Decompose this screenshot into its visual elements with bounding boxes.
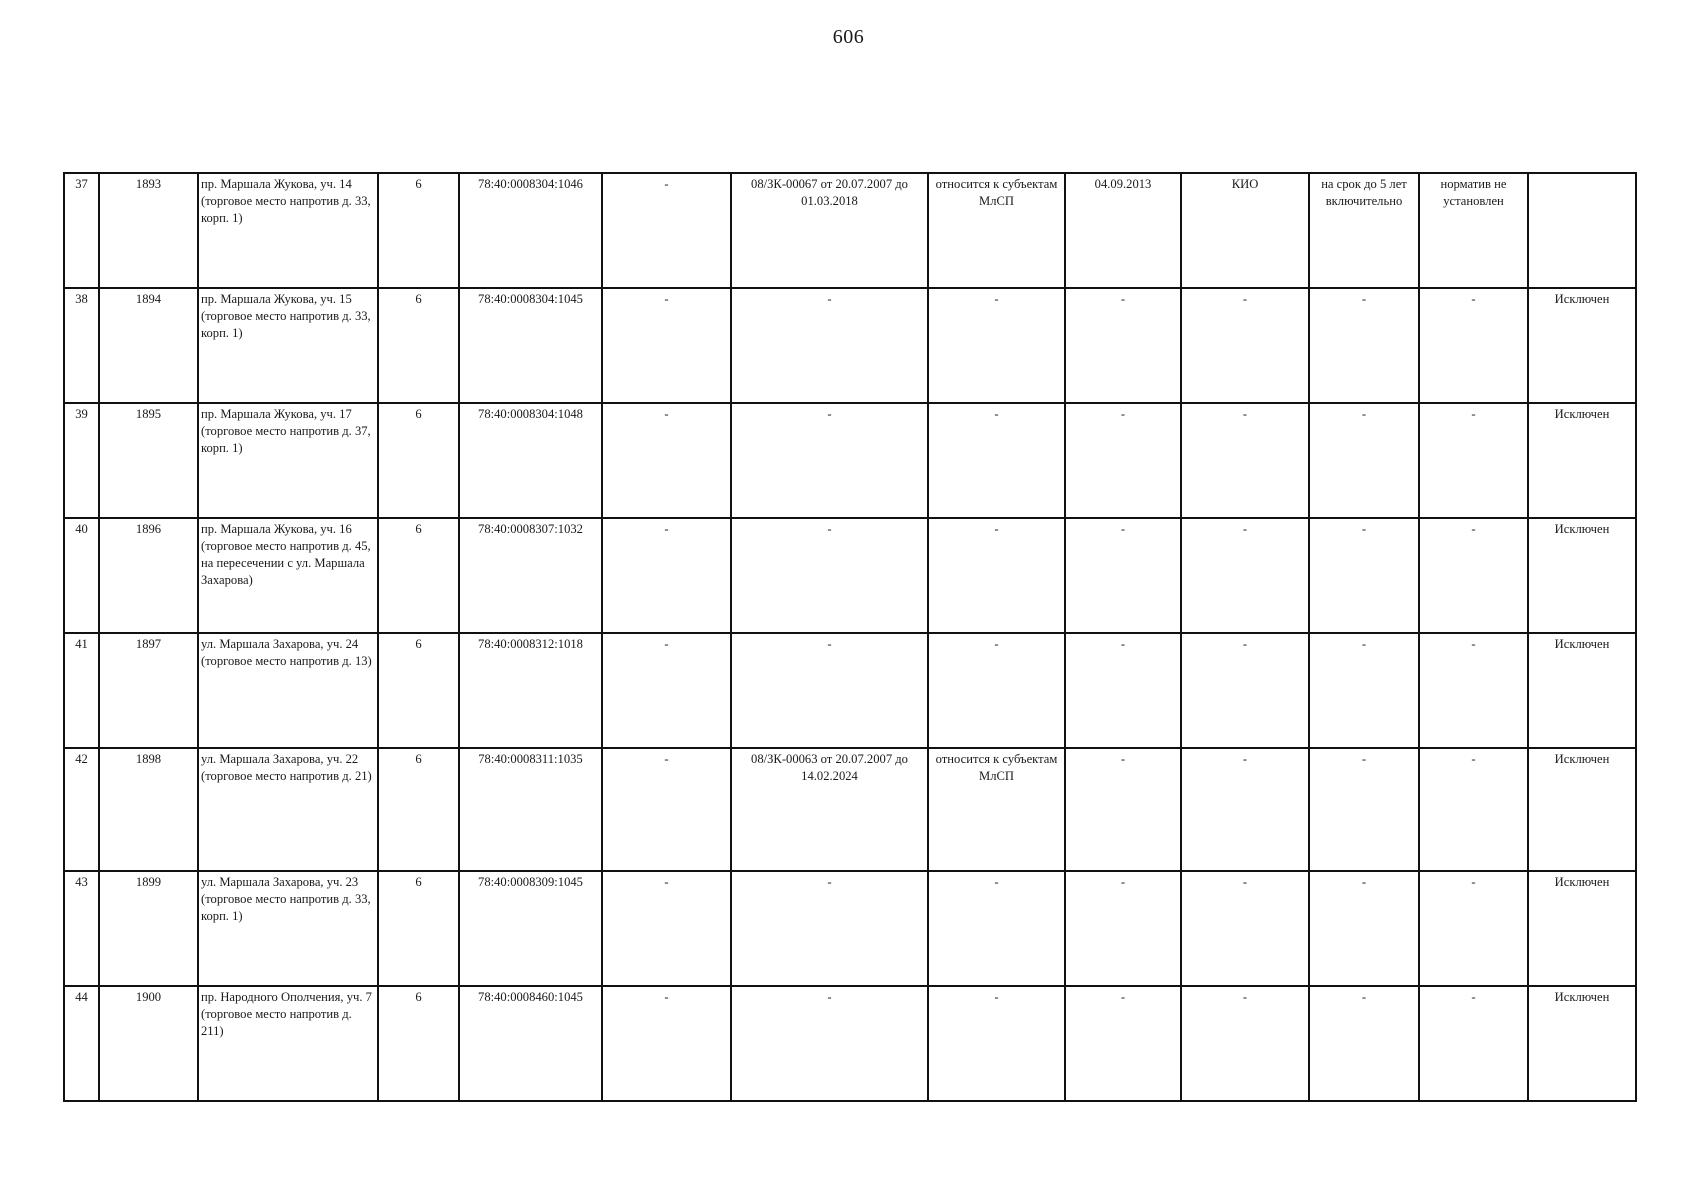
norm-cell: -: [1419, 518, 1528, 633]
object-id-cell: 1896: [99, 518, 198, 633]
count-cell: 6: [378, 871, 459, 986]
cadastral-number-cell: 78:40:0008312:1018: [459, 633, 602, 748]
row-number-cell: 41: [64, 633, 99, 748]
column-6-cell: -: [602, 748, 731, 871]
object-id-cell: 1893: [99, 173, 198, 288]
date-cell: -: [1065, 403, 1181, 518]
count-cell: 6: [378, 518, 459, 633]
page-number: 606: [832, 26, 865, 48]
table-row: [64, 748, 1636, 871]
column-6-cell: -: [602, 871, 731, 986]
smsp-cell: -: [928, 986, 1065, 1101]
registry-table: [63, 172, 1637, 1102]
contract-cell: 08/ЗК-00067 от 20.07.2007 до 01.03.2018: [731, 173, 928, 288]
address-cell: пр. Маршала Жукова, уч. 16 (торговое место напротив д. 45, на пересечении с ул. Маршала Захарова): [198, 518, 378, 633]
smsp-cell: относится к субъектам МлСП: [928, 748, 1065, 871]
count-cell: 6: [378, 288, 459, 403]
column-6-cell: -: [602, 518, 731, 633]
object-id-cell: 1898: [99, 748, 198, 871]
object-id-cell: 1900: [99, 986, 198, 1101]
norm-cell: норматив не установлен: [1419, 173, 1528, 288]
date-cell: -: [1065, 871, 1181, 986]
object-id-cell: 1897: [99, 633, 198, 748]
norm-cell: -: [1419, 871, 1528, 986]
address-cell: ул. Маршала Захарова, уч. 23 (торговое место напротив д. 33, корп. 1): [198, 871, 378, 986]
smsp-cell: -: [928, 633, 1065, 748]
object-id-cell: 1899: [99, 871, 198, 986]
cadastral-number-cell: 78:40:0008307:1032: [459, 518, 602, 633]
address-cell: пр. Маршала Жукова, уч. 14 (торговое место напротив д. 33, корп. 1): [198, 173, 378, 288]
cadastral-number-cell: 78:40:0008311:1035: [459, 748, 602, 871]
term-cell: -: [1309, 986, 1419, 1101]
term-cell: на срок до 5 лет включительно: [1309, 173, 1419, 288]
row-number-cell: 39: [64, 403, 99, 518]
column-6-cell: -: [602, 633, 731, 748]
norm-cell: -: [1419, 748, 1528, 871]
contract-cell: -: [731, 288, 928, 403]
smsp-cell: -: [928, 288, 1065, 403]
cadastral-number-cell: 78:40:0008309:1045: [459, 871, 602, 986]
term-cell: -: [1309, 403, 1419, 518]
smsp-cell: относится к субъектам МлСП: [928, 173, 1065, 288]
organization-cell: -: [1181, 518, 1309, 633]
date-cell: -: [1065, 986, 1181, 1101]
organization-cell: КИО: [1181, 173, 1309, 288]
norm-cell: -: [1419, 403, 1528, 518]
column-6-cell: -: [602, 288, 731, 403]
address-cell: пр. Народного Ополчения, уч. 7 (торговое место напротив д. 211): [198, 986, 378, 1101]
smsp-cell: -: [928, 403, 1065, 518]
date-cell: 04.09.2013: [1065, 173, 1181, 288]
table-row: [64, 288, 1636, 403]
contract-cell: -: [731, 633, 928, 748]
norm-cell: -: [1419, 633, 1528, 748]
contract-cell: -: [731, 986, 928, 1101]
count-cell: 6: [378, 403, 459, 518]
address-cell: ул. Маршала Захарова, уч. 22 (торговое место напротив д. 21): [198, 748, 378, 871]
cadastral-number-cell: 78:40:0008304:1046: [459, 173, 602, 288]
address-cell: пр. Маршала Жукова, уч. 17 (торговое место напротив д. 37, корп. 1): [198, 403, 378, 518]
status-cell: Исключен: [1528, 986, 1636, 1101]
contract-cell: 08/ЗК-00063 от 20.07.2007 до 14.02.2024: [731, 748, 928, 871]
term-cell: -: [1309, 288, 1419, 403]
status-cell: Исключен: [1528, 633, 1636, 748]
table-row: [64, 403, 1636, 518]
contract-cell: -: [731, 518, 928, 633]
organization-cell: -: [1181, 633, 1309, 748]
organization-cell: -: [1181, 288, 1309, 403]
table-row: [64, 986, 1636, 1101]
date-cell: -: [1065, 633, 1181, 748]
count-cell: 6: [378, 173, 459, 288]
term-cell: -: [1309, 518, 1419, 633]
organization-cell: -: [1181, 871, 1309, 986]
status-cell: [1528, 173, 1636, 288]
column-6-cell: -: [602, 986, 731, 1101]
contract-cell: -: [731, 871, 928, 986]
organization-cell: -: [1181, 748, 1309, 871]
address-cell: ул. Маршала Захарова, уч. 24 (торговое место напротив д. 13): [198, 633, 378, 748]
address-cell: пр. Маршала Жукова, уч. 15 (торговое место напротив д. 33, корп. 1): [198, 288, 378, 403]
table-row: [64, 633, 1636, 748]
object-id-cell: 1894: [99, 288, 198, 403]
organization-cell: -: [1181, 986, 1309, 1101]
row-number-cell: 42: [64, 748, 99, 871]
status-cell: Исключен: [1528, 288, 1636, 403]
count-cell: 6: [378, 986, 459, 1101]
smsp-cell: -: [928, 871, 1065, 986]
term-cell: -: [1309, 633, 1419, 748]
status-cell: Исключен: [1528, 403, 1636, 518]
cadastral-number-cell: 78:40:0008304:1045: [459, 288, 602, 403]
date-cell: -: [1065, 748, 1181, 871]
row-number-cell: 43: [64, 871, 99, 986]
row-number-cell: 44: [64, 986, 99, 1101]
organization-cell: -: [1181, 403, 1309, 518]
table-row: [64, 871, 1636, 986]
norm-cell: -: [1419, 288, 1528, 403]
status-cell: Исключен: [1528, 748, 1636, 871]
status-cell: Исключен: [1528, 871, 1636, 986]
object-id-cell: 1895: [99, 403, 198, 518]
table-row: [64, 173, 1636, 288]
count-cell: 6: [378, 633, 459, 748]
cadastral-number-cell: 78:40:0008460:1045: [459, 986, 602, 1101]
row-number-cell: 38: [64, 288, 99, 403]
date-cell: -: [1065, 518, 1181, 633]
smsp-cell: -: [928, 518, 1065, 633]
count-cell: 6: [378, 748, 459, 871]
norm-cell: -: [1419, 986, 1528, 1101]
column-6-cell: -: [602, 403, 731, 518]
term-cell: -: [1309, 748, 1419, 871]
contract-cell: -: [731, 403, 928, 518]
cadastral-number-cell: 78:40:0008304:1048: [459, 403, 602, 518]
term-cell: -: [1309, 871, 1419, 986]
column-6-cell: -: [602, 173, 731, 288]
table-row: [64, 518, 1636, 633]
status-cell: Исключен: [1528, 518, 1636, 633]
row-number-cell: 40: [64, 518, 99, 633]
row-number-cell: 37: [64, 173, 99, 288]
date-cell: -: [1065, 288, 1181, 403]
